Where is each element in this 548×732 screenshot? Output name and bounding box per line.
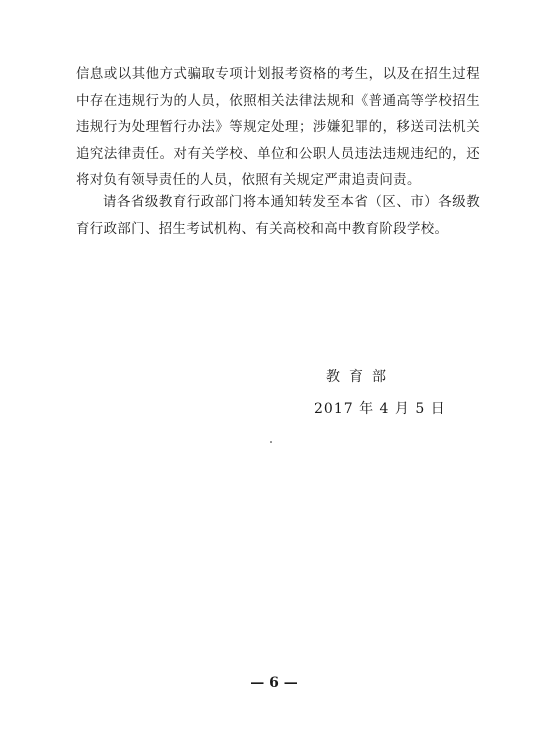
paragraph-line: 中存在违规行为的人员，依照相关法律法规和《普通高等学校招生: [76, 93, 480, 109]
paragraph-line: 违规行为处理暂行办法》等规定处理；涉嫌犯罪的，移送司法机关: [76, 120, 480, 135]
paragraph-line: 请各省级教育行政部门将本通知转发至本省（区、市）各级教: [103, 195, 480, 210]
signature-organization: 教育部: [326, 369, 395, 385]
page-number: — 6 —: [250, 675, 298, 691]
paragraph-line: 育行政部门、招生考试机构、有关高校和高中教育阶段学校。: [76, 221, 449, 237]
paragraph-line: 信息或以其他方式骗取专项计划报考资格的考生，以及在招生过程: [76, 67, 480, 82]
paragraph-line: 追究法律责任。对有关学校、单位和公职人员违法违规违纪的，还: [76, 146, 480, 162]
signature-date: 2017 年 4 月 5 日: [314, 401, 446, 417]
paragraph-enforcement: [76, 62, 480, 195]
scan-speck: [270, 441, 272, 443]
paragraph-forwarding-instruction: [76, 190, 480, 243]
paragraph-line: 将对负有领导责任的人员，依照有关规定严肃追责问责。: [76, 173, 421, 188]
